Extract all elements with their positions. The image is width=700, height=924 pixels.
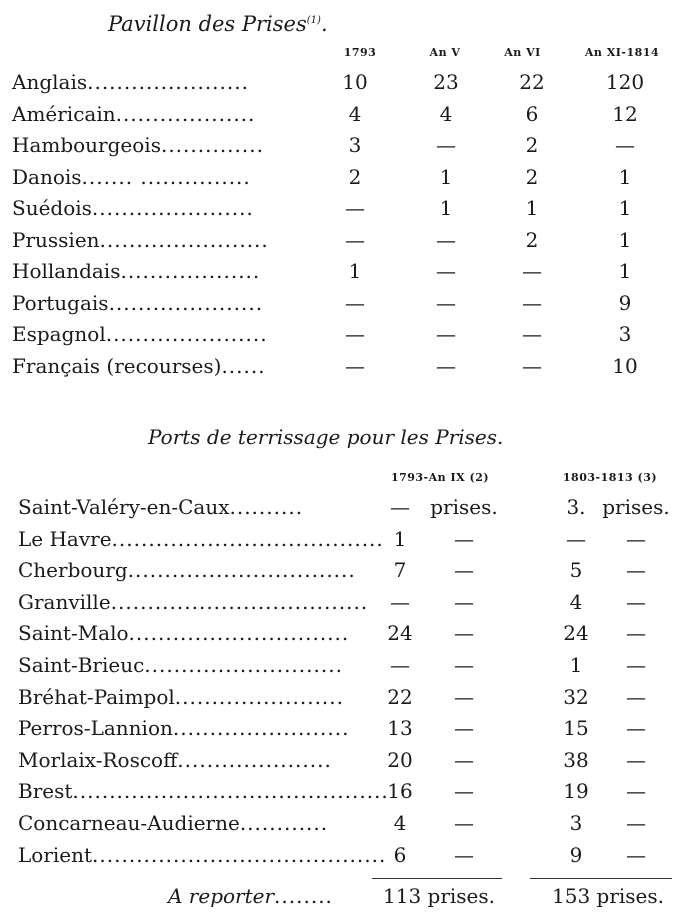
- port-row-c2b: prises.: [602, 495, 670, 519]
- port-row-c1b: —: [454, 748, 474, 772]
- port-row-c1b: —: [454, 590, 474, 614]
- flag-row-name: Espagnol......................: [12, 322, 268, 346]
- flag-row-value: —: [436, 228, 456, 252]
- flag-row-value: 1: [348, 259, 362, 283]
- port-row-c2b: —: [626, 653, 646, 677]
- port-row-c2b: —: [626, 811, 646, 835]
- flag-row-name: Français (recourses)......: [12, 354, 266, 378]
- flag-row-value: —: [615, 133, 635, 157]
- flag-row-value: —: [522, 354, 542, 378]
- flag-row-value: 4: [348, 102, 362, 126]
- flag-row-value: —: [436, 259, 456, 283]
- port-row-c1b: prises.: [430, 495, 498, 519]
- total-rule-left: [372, 878, 502, 879]
- flag-row-value: —: [522, 322, 542, 346]
- flag-row-value: 2: [525, 133, 539, 157]
- flag-row-value: 23: [433, 70, 459, 94]
- flag-row-value: 1: [525, 196, 539, 220]
- flag-row-value: 1: [618, 259, 632, 283]
- flag-row-value: 9: [618, 291, 632, 315]
- section1-title-note: (1): [306, 15, 321, 26]
- flag-row-name: Prussien.......................: [12, 228, 269, 252]
- flag-row-value: 6: [525, 102, 539, 126]
- flag-row-value: —: [436, 354, 456, 378]
- port-row-c2b: —: [626, 843, 646, 867]
- port-row-c1: 16: [387, 779, 413, 803]
- port-row-name: Saint-Valéry-en-Caux..........: [18, 495, 304, 519]
- flag-row-value: 4: [439, 102, 453, 126]
- port-row-c1: 20: [387, 748, 413, 772]
- port-row-c1: —: [390, 590, 410, 614]
- flag-row-name: Hambourgeois..............: [12, 133, 264, 157]
- flag-row-value: 10: [342, 70, 368, 94]
- flag-row-value: 2: [525, 228, 539, 252]
- port-row-c1b: —: [454, 653, 474, 677]
- port-row-c1b: —: [454, 811, 474, 835]
- port-row-c1b: —: [454, 621, 474, 645]
- flag-row-value: —: [345, 322, 365, 346]
- section2-title: Ports de terrissage pour les Prises.: [148, 425, 504, 449]
- flag-row-value: —: [522, 291, 542, 315]
- port-row-name: Cherbourg...............................: [18, 558, 356, 582]
- port-row-c1b: —: [454, 843, 474, 867]
- col-header-1793-an-ix: 1793-An IX (2): [390, 471, 490, 484]
- port-row-c1: 24: [387, 621, 413, 645]
- flag-row-name: Hollandais...................: [12, 259, 261, 283]
- port-row-c2b: —: [626, 621, 646, 645]
- flag-row-value: 1: [618, 196, 632, 220]
- flag-row-name: Américain...................: [12, 102, 256, 126]
- port-row-name: Saint-Malo..............................: [18, 621, 350, 645]
- port-row-c2: 5: [569, 558, 583, 582]
- port-row-c2b: —: [626, 748, 646, 772]
- flag-row-value: 22: [519, 70, 545, 94]
- col-header-an-xi-1814: An XI-1814: [584, 46, 660, 59]
- port-row-c1: —: [390, 495, 410, 519]
- port-row-c2: 3.: [566, 495, 586, 519]
- port-row-c2: 9: [569, 843, 583, 867]
- port-row-c2: 32: [563, 685, 589, 709]
- port-row-c2: 15: [563, 716, 589, 740]
- section1-title: Pavillon des Prises$^{(1)}$.: [108, 12, 328, 36]
- flag-row-value: 1: [439, 196, 453, 220]
- col-header-an-v: An V: [429, 46, 461, 59]
- flag-row-value: 120: [605, 70, 645, 94]
- port-row-c2: 4: [569, 590, 583, 614]
- port-row-c1b: —: [454, 685, 474, 709]
- port-row-c2b: —: [626, 685, 646, 709]
- port-row-c2: 38: [563, 748, 589, 772]
- port-row-c1: 6: [393, 843, 407, 867]
- total-label: A reporter........: [168, 884, 333, 908]
- port-row-c2b: —: [626, 716, 646, 740]
- flag-row-value: 3: [348, 133, 362, 157]
- flag-row-value: —: [436, 133, 456, 157]
- flag-row-name: Anglais......................: [12, 70, 249, 94]
- port-row-c2: —: [566, 527, 586, 551]
- flag-row-value: —: [345, 196, 365, 220]
- port-row-c2b: —: [626, 558, 646, 582]
- port-row-name: Morlaix-Roscoff.....................: [18, 748, 332, 772]
- port-row-c1: 1: [393, 527, 407, 551]
- flag-row-value: —: [345, 228, 365, 252]
- port-row-c1: 7: [393, 558, 407, 582]
- port-row-name: Concarneau-Audierne............: [18, 811, 329, 835]
- total-rule-right: [530, 878, 672, 879]
- flag-row-value: 12: [612, 102, 638, 126]
- flag-row-name: Danois....... ...............: [12, 165, 251, 189]
- flag-row-value: —: [436, 322, 456, 346]
- flag-row-value: —: [345, 291, 365, 315]
- col-header-1803-1813: 1803-1813 (3): [562, 471, 658, 484]
- flag-row-value: 3: [618, 322, 632, 346]
- port-row-name: Brest...........................................: [18, 779, 389, 803]
- flag-row-value: —: [436, 291, 456, 315]
- flag-row-value: 2: [348, 165, 362, 189]
- port-row-c1: 22: [387, 685, 413, 709]
- total-col1: 113 prises.: [383, 884, 496, 908]
- flag-row-value: 2: [525, 165, 539, 189]
- port-row-c2: 19: [563, 779, 589, 803]
- flag-row-value: 10: [612, 354, 638, 378]
- flag-row-value: 1: [618, 165, 632, 189]
- col-header-1793: 1793: [343, 46, 377, 59]
- flag-row-value: 1: [439, 165, 453, 189]
- port-row-c2: 3: [569, 811, 583, 835]
- col-header-an-vi: An VI: [504, 46, 541, 59]
- port-row-c1b: —: [454, 558, 474, 582]
- port-row-c1: —: [390, 653, 410, 677]
- port-row-c2b: —: [626, 590, 646, 614]
- port-row-name: Perros-Lannion........................: [18, 716, 350, 740]
- port-row-name: Le Havre.....................................: [18, 527, 384, 551]
- port-row-c2: 24: [563, 621, 589, 645]
- flag-row-name: Portugais.....................: [12, 291, 264, 315]
- total-col2: 153 prises.: [552, 884, 665, 908]
- port-row-name: Bréhat-Paimpol.......................: [18, 685, 345, 709]
- port-row-c1: 4: [393, 811, 407, 835]
- port-row-c1: 13: [387, 716, 413, 740]
- port-row-c1b: —: [454, 779, 474, 803]
- port-row-c1b: —: [454, 716, 474, 740]
- flag-row-name: Suédois......................: [12, 196, 254, 220]
- port-row-c2: 1: [569, 653, 583, 677]
- port-row-name: Lorient........................................: [18, 843, 387, 867]
- port-row-c2b: —: [626, 527, 646, 551]
- flag-row-value: 1: [618, 228, 632, 252]
- port-row-c2b: —: [626, 779, 646, 803]
- flag-row-value: —: [522, 259, 542, 283]
- port-row-name: Saint-Brieuc...........................: [18, 653, 343, 677]
- flag-row-value: —: [345, 354, 365, 378]
- port-row-c1b: —: [454, 527, 474, 551]
- port-row-name: Granville...................................: [18, 590, 369, 614]
